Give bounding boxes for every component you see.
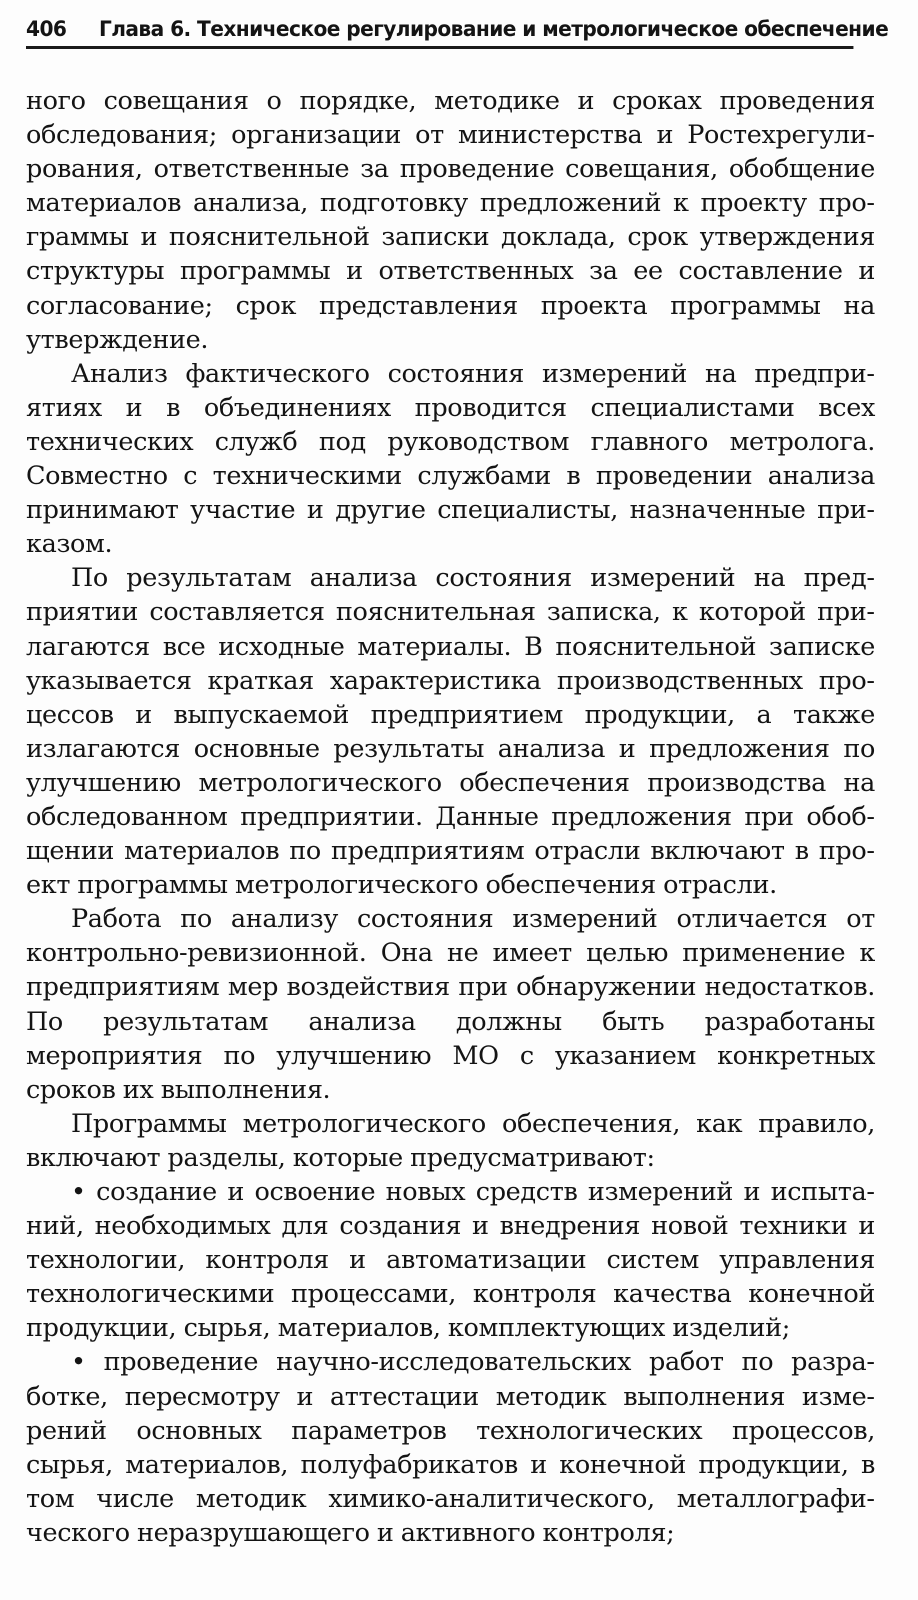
- running-head: [26, 14, 889, 49]
- paragraph-programs: Программы метрологического обеспечения, как правило, включают разделы, которые предусматривают:: [26, 1108, 875, 1173]
- paragraph-results: По результатам анализа состояния измерений на предприятии составляется пояснительная записка, к которой прилагаются все исходные материалы. В пояснительной записке указывается краткая характеристика производственных процессов и выпускаемой предприятием продукции, а также излагаются основные результаты анализа и предложения по улучшению метрологического обеспечения производства на обследованном предприятии. Данные предложения при обобщении материалов по предприятиям отрасли включают в проект программы метрологического обеспечения отрасли.: [26, 563, 875, 901]
- paragraph-continuation: ного совещания о порядке, методике и сроках проведения обследования; организации от министерства и Ростехрегулирования, ответственные за проведение совещания, обобщение материалов анализа, подготовку предложений к проекту программы и пояснительной записки доклада, срок утверждения структуры программы и ответственных за ее составление и согласование; срок представления проекта программы на утверждение.: [26, 86, 875, 355]
- page-number: 406: [26, 17, 67, 41]
- bullet-item: • проведение научно-исследовательских работ по разработке, пересмотру и аттестации методик выполнения измерений основных параметров технологических процессов, сырья, материалов, полуфабрикатов и конечной продукции, в том числе методик химико-аналитического, металлографического неразрушающего и активного контроля;: [26, 1347, 875, 1548]
- body-text: [26, 84, 875, 1550]
- paragraph-analysis: Анализ фактического состояния измерений на предприятиях и в объединениях проводится специалистами всех технических служб под руководством главного метролога. Совместно с техническими службами в проведении анализа принимают участие и другие специалисты, назначенные приказом.: [26, 358, 875, 560]
- bullet-item: • создание и освоение новых средств измерений и испытаний, необходимых для создания и внедрения новой техники и технологии, контроля и автоматизации систем управления технологическими процессами, контроля качества конечной продукции, сырья, материалов, комплектующих изделий;: [26, 1177, 875, 1344]
- paragraph-work: Работа по анализу состояния измерений отличается от контрольно-ревизионной. Она не имеет целью применение к предприятиям мер воздействия при обнаружении недостатков. По результатам анализа должны быть разработаны мероприятия по улучшению МО с указанием конкретных сроков их выполнения.: [26, 904, 875, 1105]
- chapter-title: Глава 6. Техническое регулирование и метрологическое обеспечение: [98, 17, 889, 41]
